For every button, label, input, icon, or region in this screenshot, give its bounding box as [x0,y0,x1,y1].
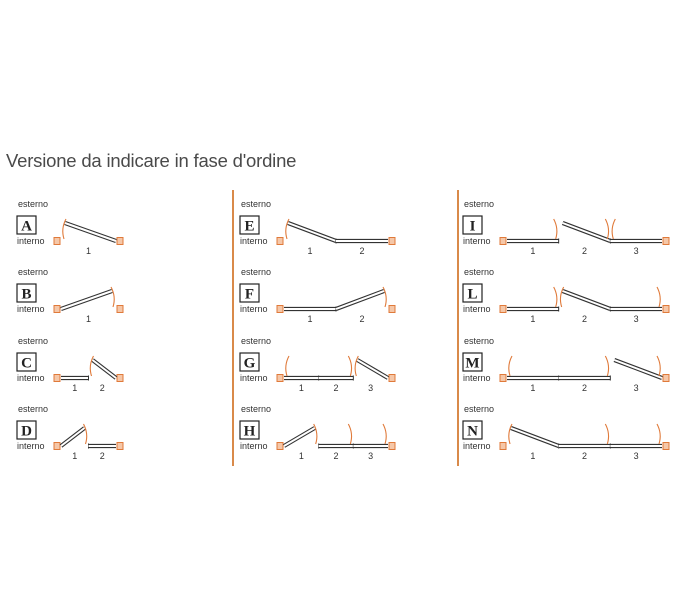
panel-number: 2 [581,451,588,461]
panel-number: 1 [298,383,304,393]
interno-label: interno [463,304,491,314]
diagram-c [17,336,123,393]
esterno-label: esterno [241,199,272,209]
esterno-label: esterno [241,267,272,277]
jamb-block [500,375,506,382]
jamb-block [663,306,669,313]
page-title: Versione da indicare in fase d'ordine [6,150,297,171]
esterno-label: esterno [18,267,49,277]
panel-number: 2 [99,451,105,461]
swing-arc [509,356,512,376]
interno-label: interno [240,373,268,383]
diagram-m [463,336,669,393]
swing-arc [554,219,557,239]
version-letter: C [21,355,32,372]
panel-number: 3 [368,451,374,461]
diagram-n [463,404,669,461]
panel-number: 3 [633,314,639,324]
jamb-block [54,306,60,313]
panel-glass [61,291,112,309]
panel-number: 3 [633,451,639,461]
jamb-block [54,443,60,450]
jamb-block [277,238,283,245]
esterno-label: esterno [464,404,495,414]
version-letter: D [21,423,32,440]
swing-arc [605,424,608,444]
jamb-block [277,443,283,450]
panel-number: 1 [530,246,536,256]
esterno-label: esterno [464,199,495,209]
panel-number: 2 [581,246,588,256]
swing-arc [612,219,615,239]
interno-label: interno [17,304,45,314]
interno-label: interno [463,441,491,451]
version-letter: M [465,355,480,372]
interno-label: interno [17,373,45,383]
jamb-block [389,306,395,313]
version-letter: E [244,218,255,235]
jamb-block [277,306,283,313]
diagram-b [17,267,123,324]
panel-number: 2 [359,246,365,256]
jamb-block [389,375,395,382]
jamb-block [663,443,669,450]
version-letter: N [467,423,478,440]
esterno-label: esterno [464,267,495,277]
swing-arc [314,424,317,444]
panel-number: 1 [530,451,536,461]
panel-glass [65,223,116,241]
jamb-block [117,238,123,245]
panel-number: 1 [298,451,304,461]
interno-label: interno [240,236,268,246]
swing-arc [90,356,93,376]
panel-number: 1 [530,314,536,324]
diagram-l [463,267,669,324]
panel-number: 3 [633,246,639,256]
panel-number: 3 [368,383,374,393]
jamb-block [117,443,123,450]
version-letter: A [21,218,32,235]
panel-number: 1 [307,314,313,324]
panel-glass [61,428,85,446]
jamb-block [54,238,60,245]
panel-number: 3 [633,383,639,393]
interno-label: interno [17,236,45,246]
jamb-block [500,238,506,245]
esterno-label: esterno [464,336,495,346]
swing-arc [657,287,660,307]
panel-number: 1 [72,383,78,393]
esterno-label: esterno [241,336,272,346]
esterno-label: esterno [18,199,49,209]
diagram-g [240,336,395,393]
esterno-label: esterno [18,404,49,414]
diagram-d [17,404,123,461]
swing-arc [348,424,351,444]
swing-arc [605,219,608,239]
jamb-block [117,375,123,382]
swing-arc [554,287,557,307]
panel-glass [357,360,388,378]
panel-number: 1 [307,246,313,256]
panel-number: 1 [530,383,536,393]
panel-glass [284,428,315,446]
swing-arc [657,356,660,376]
panel-number: 2 [99,383,105,393]
panel-glass [563,291,611,309]
panel-number: 2 [333,383,339,393]
swing-arc [355,356,358,376]
panel-number: 2 [333,451,339,461]
version-letter: I [469,218,476,235]
jamb-block [54,375,60,382]
jamb-block [663,375,669,382]
version-letter: L [467,286,478,303]
jamb-block [500,443,506,450]
diagram-e [240,199,395,256]
swing-arc [383,424,386,444]
panel-number: 1 [85,246,92,256]
version-letter: G [243,355,256,372]
swing-arc [286,356,289,376]
panel-glass [511,428,559,446]
interno-label: interno [17,441,45,451]
panel-glass [93,360,117,378]
diagram-f [240,267,395,324]
panel-number: 1 [72,451,78,461]
panel-number: 2 [359,314,365,324]
panel-glass [614,360,662,378]
diagram-i [463,199,669,256]
panel-number: 2 [581,314,588,324]
interno-label: interno [240,441,268,451]
swing-arc [348,356,351,376]
interno-label: interno [463,236,491,246]
diagram-h [240,404,395,461]
version-letter: H [243,423,256,440]
panel-number: 2 [581,383,588,393]
interno-label: interno [463,373,491,383]
diagram-a [17,199,123,256]
panel-number: 1 [85,314,92,324]
jamb-block [389,443,395,450]
swing-arc [657,424,660,444]
swing-arc [84,424,87,444]
swing-arc [605,356,608,376]
jamb-block [500,306,506,313]
version-letter: F [244,286,255,303]
interno-label: interno [240,304,268,314]
panel-glass [336,291,384,309]
jamb-block [663,238,669,245]
esterno-label: esterno [241,404,272,414]
jamb-block [277,375,283,382]
jamb-block [389,238,395,245]
panel-glass [563,223,611,241]
jamb-block [117,306,123,313]
version-letter: B [21,286,32,303]
esterno-label: esterno [18,336,49,346]
panel-glass [288,223,336,241]
